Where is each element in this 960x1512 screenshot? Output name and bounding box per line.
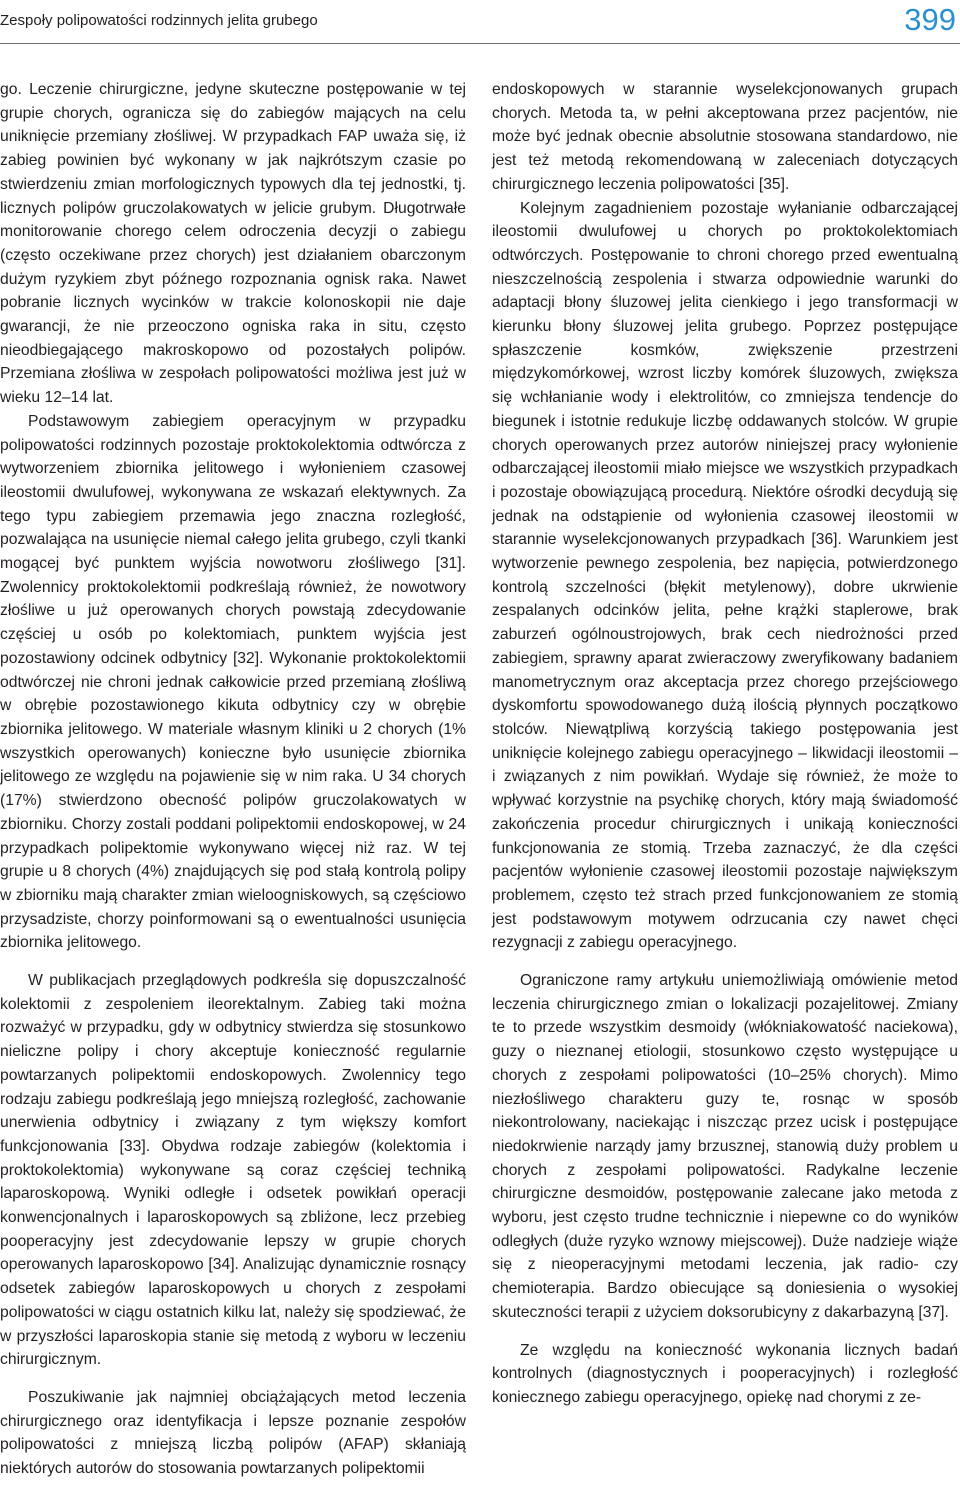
left-column	[0, 78, 466, 1481]
page-number: 399	[904, 2, 956, 37]
paragraph: Poszukiwanie jak najmniej obciążających metod leczenia chirurgicznego oraz identyfikacja i lepsze poznanie zespołów polipowatości z mniejszą liczbą polipów (AFAP) skłaniają niektórych autorów do stosowania powtarzanych polipektomii	[0, 1388, 466, 1478]
paragraph: Kolejnym zagadnieniem pozostaje wyłanianie odbarczającej ileostomii dwulufowej u chorych po proktokolektomiach odtwórczych. Postępowanie to chroni chorego przed ewentualną nieszczelnością zespolenia i stwarza odpowiednie warunki do adaptacji błony śluzowej jelita cienkiego i jego transformacji w kierunku błony śluzowej jelita grubego. Poprzez postępujące spłaszczenie kosmków, zwiększenie przestrzeni międzykomórkowej, wzrost liczby komórek śluzowych, zwiększa się wchłanianie wody i elektrolitów, co zmniejsza tendencje do biegunek i istotnie redukuje liczbę oddawanych stolców. W grupie chorych operowanych przez autorów niniejszej pracy wyłonienie odbarczającej ileostomii miało miejsce we wszystkich przypadkach i pozostaje obowiązującą procedurą. Niektóre ośrodki decydują się jednak na odstąpienie od wyłonienia czasowej ileostomii w starannie wyselekcjonowanych przypadkach [36]. Warunkiem jest wytworzenie pewnego zespolenia, bez napięcia, potwierdzonego kontrolą szczelności (błękit metylenowy), dobre ukrwienie zespalanych odcinków jelita, pełne krążki staplerowe, brak zaburzeń ogólnoustrojowych, brak cech niedrożności przed zabiegiem, sprawny aparat zwieraczowy zweryfikowany badaniem manometrycznym oraz akceptacja przez chorego przejściowego dyskomfortu spowodowanego dużą ilością płynnych początkowo stolców. Niewątpliwą korzyścią takiego postępowania jest uniknięcie kolejnego zabiegu operacyjnego – likwidacji ileostomii – i związanych z nim powikłań. Wydaje się również, że może to wpływać korzystnie na psychikę chorych, który mają świadomość zakończenia procedur chirurgicznych i unikają konieczności funkcjonowania ze stomią. Trzeba zaznaczyć, że dla części pacjentów wyłonienie czasowej ileostomii pozostaje największym problemem, często też strach przed funkcjonowaniem ze stomią jest podstawowym motywem odrzucania czy nawet chęci rezygnacji z zabiegu operacyjnego.	[492, 199, 958, 952]
paragraph: Ograniczone ramy artykułu uniemożliwiają omówienie metod leczenia chirurgicznego zmian o lokalizacji pozajelitowej. Zmiany te to przede wszystkim desmoidy (włókniakowatość naciekowa), guzy o nieznanej etiologii, stosunkowo często występujące u chorych z zespołami polipowatości (10–25% chorych). Mimo niezłośliwego charakteru guzy te, rosnąc w sposób niekontrolowany, naciekając i niszcząc przez ucisk i postępujące niedokrwienie narządy jamy brzusznej, stanowią duży problem u chorych z zespołami polipowatości. Radykalne leczenie chirurgiczne desmoidów, postępowanie zalecane jako metoda z wyboru, jest często trudne technicznie i niepewne co do wyników odległych (duże ryzyko wznowy miejscowej). Duże nadzieje wiąże się z nieoperacyjnymi metodami leczenia, jak radio- czy chemioterapia. Bardzo obiecujące są doniesienia o wysokiej skuteczności terapii z użyciem doksorubicyny z dakarbazyną [37].	[492, 972, 958, 1321]
paragraph: go. Leczenie chirurgiczne, jedyne skuteczne postępowanie w tej grupie chorych, ogranicza się do zabiegów mających na celu uniknięcie przemiany złośliwej. W przypadkach FAP uważa się, iż zabieg powinien być wykonany w jak najkrótszym czasie po stwierdzeniu zmian morfologicznych typowych dla tej jednostki, tj. licznych polipów gruczolakowatych w jelicie grubym. Długotrwałe monitorowanie chorego celem odroczenia decyzji o zabiegu (często oczekiwane przez chorych) jest działaniem obarczonym dużym ryzykiem zbyt późnego rozpoznania ognisk raka. Nawet pobranie licznych wycinków w trakcie kolonoskopii nie daje gwarancji, że nie przeoczono ogniska raka in situ, często nieodbiegającego makroskopowo od pozostałych polipów. Przemiana złośliwa w zespołach polipowatości możliwa jest już w wieku 12–14 lat.	[0, 81, 466, 407]
paragraph: Podstawowym zabiegiem operacyjnym w przypadku polipowatości rodzinnych pozostaje proktokolektomia odtwórcza z wytworzeniem zbiornika jelitowego i wyłonieniem czasowej ileostomii dwulufowej, wykonywana ze wskazań elektywnych. Za tego typu zabiegiem przemawia jego znaczna rozległość, pozwalająca na usunięcie niemal całego jelita grubego, czyli tkanki mogącej być punktem wyjścia nowotworu złośliwego [31]. Zwolennicy proktokolektomii podkreślają również, że nowotwory złośliwe u już operowanych chorych powstają zdecydowanie częściej u osób po kolektomiach, punktem wyjścia jest pozostawiony odcinek odbytnicy [32]. Wykonanie proktokolektomii odtwórczej nie chroni jednak całkowicie przed przemianą złośliwą w obrębie pozostawionego kikuta odbytnicy czy w obrębie zbiornika jelitowego. W materiale własnym kliniki u 2 chorych (1% wszystkich operowanych) konieczne było usunięcie zbiornika jelitowego ze względu na pojawienie się w nim raka. U 34 chorych (17%) stwierdzono obecność polipów gruczolakowatych w zbiorniku. Chorzy zostali poddani polipektomii endoskopowej, w 24 przypadkach polipektomie wykonywano więcej niż raz. W tej grupie u 8 chorych (4%) znajdujących się pod stałą kontrolą polipy w zbiorniku mają charakter zmian wieloogniskowych, są częściowo przysadziste, chorzy poinformowani są o ewentualności usunięcia zbiornika jelitowego.	[0, 412, 466, 952]
paragraph: Ze względu na konieczność wykonania licznych badań kontrolnych (diagnostycznych i pooperacyjnych) i rozległość koniecznego zabiegu operacyjnego, opiekę nad chorymi z ze-	[492, 1341, 958, 1406]
paragraph: W publikacjach przeglądowych podkreśla się dopuszczalność kolektomii z zespoleniem ileorektalnym. Zabieg taki można rozważyć w przypadku, gdy w odbytnicy stwierdza się stosunkowo nieliczne polipy i chory akceptuje konieczność regularnie powtarzanych polipektomii endoskopowych. Zwolennicy tego rodzaju zabiegu podkreślają jego mniejszą rozległość, zachowanie unerwienia odbytnicy i związany z tym większy komfort funkcjonowania [33]. Obydwa rodzaje zabiegów (kolektomia i proktokolektomia) wykonywane są coraz częściej techniką laparoskopową. Wyniki odległe i odsetek powikłań operacji konwencjonalnych i laparoskopowych są zbliżone, lecz przebieg pooperacyjny jest zdecydowanie lepszy w grupie chorych operowanych laparoskopowo [34]. Analizując dynamicznie rosnący odsetek zabiegów laparoskopowych u chorych z zespołami polipowatości w ciągu ostatnich kilku lat, należy się spodziewać, że w przyszłości laparoskopia stanie się metodą z wyboru w leczeniu chirurgicznym.	[0, 972, 466, 1369]
page-header	[0, 0, 960, 44]
right-column	[492, 78, 958, 1410]
header-rule	[0, 43, 960, 44]
paragraph: endoskopowych w starannie wyselekcjonowanych grupach chorych. Metoda ta, w pełni akceptowana przez pacjentów, nie może być jednak obecnie absolutnie stosowana standardowo, nie jest też metodą rekomendowaną w zaleceniach dotyczących chirurgicznego leczenia polipowatości [35].	[492, 81, 958, 193]
running-title: Zespoły polipowatości rodzinnych jelita grubego	[0, 12, 318, 29]
